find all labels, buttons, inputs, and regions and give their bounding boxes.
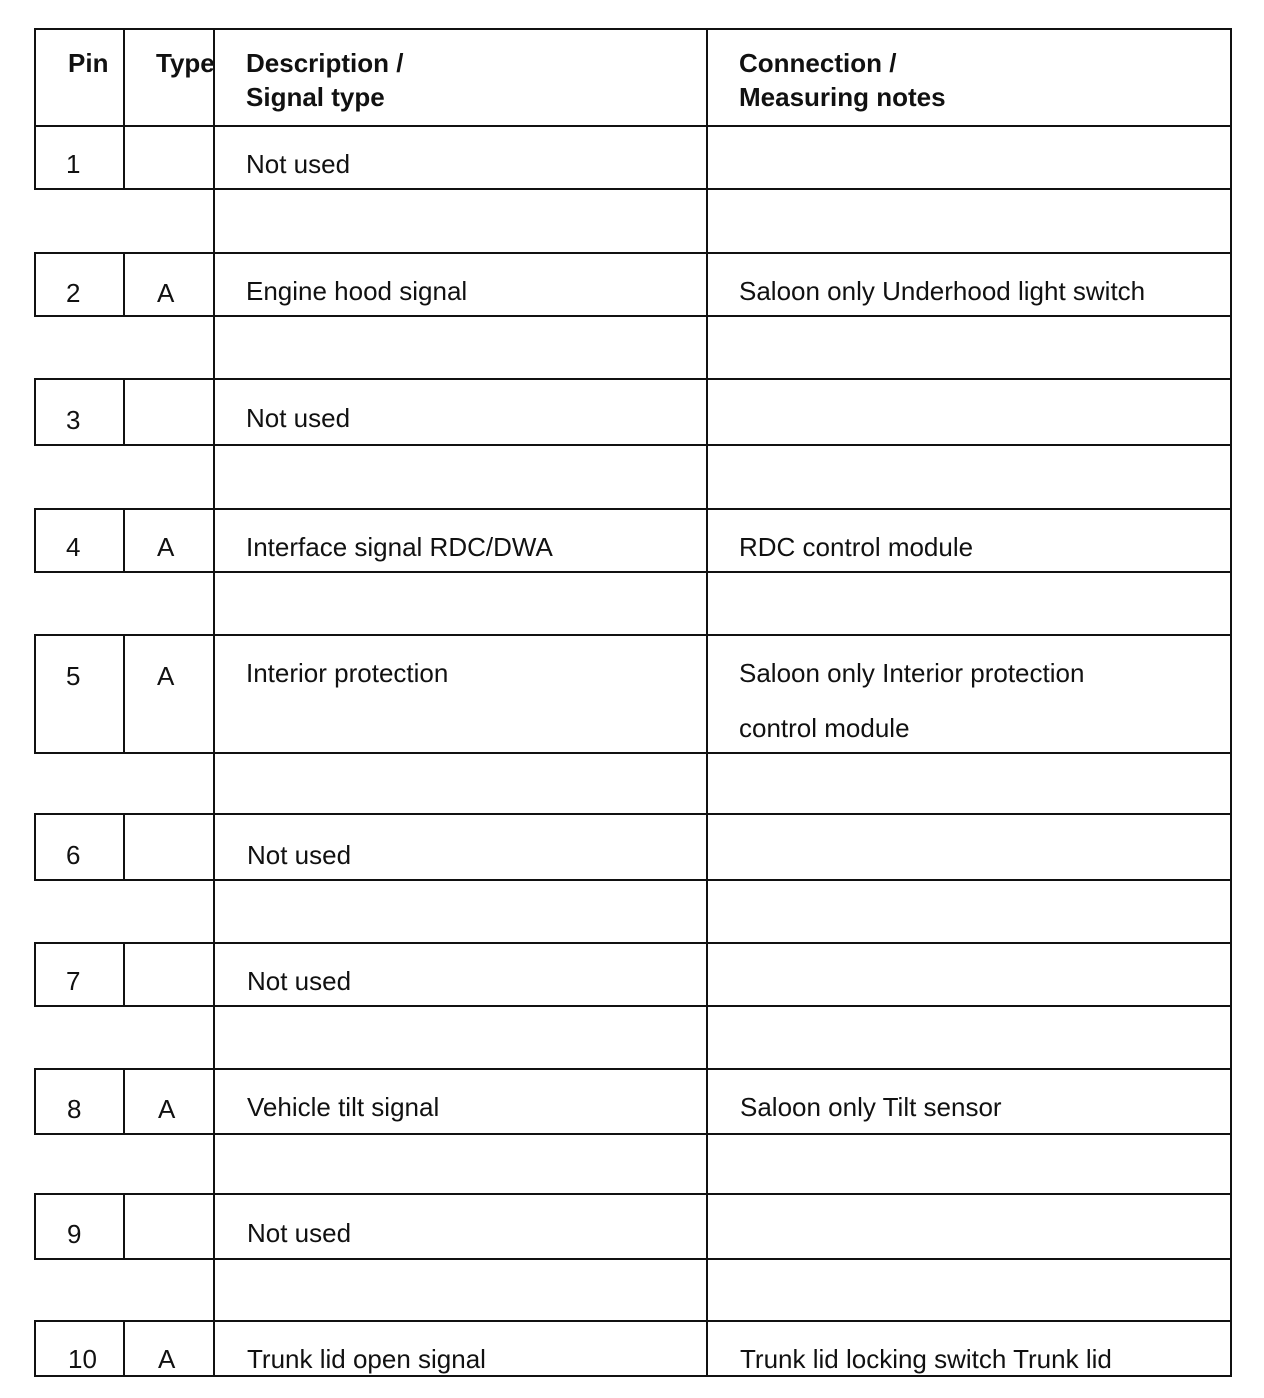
header-pin: Pin (68, 48, 109, 78)
pin-number: 5 (66, 661, 81, 691)
pin-description: Not used (247, 1218, 352, 1248)
pin-description: Interior protection (246, 658, 449, 688)
pin-connection (739, 646, 1084, 756)
pin-type-divider (123, 634, 125, 754)
pin-number: 10 (68, 1344, 97, 1374)
pin-type: A (157, 278, 175, 308)
pin-connection-line2: control module (739, 713, 910, 743)
table-right-border (1230, 28, 1232, 1377)
pin-connection: Trunk lid locking switch Trunk lid (740, 1344, 1112, 1374)
header-description-line1: Description / (246, 48, 404, 78)
table-left-border (34, 378, 36, 446)
pin-type: A (157, 532, 175, 562)
pin-description: Not used (246, 149, 351, 179)
pin-number: 3 (66, 405, 81, 435)
column-divider-connection (706, 28, 708, 1377)
header-connection (739, 46, 946, 114)
pin-number: 2 (66, 278, 81, 308)
pin-number: 7 (66, 966, 81, 996)
pin-number: 8 (67, 1094, 82, 1124)
pin-description: Not used (247, 840, 352, 870)
header-connection-line2: Measuring notes (739, 82, 946, 112)
table-left-border (34, 508, 36, 573)
pin-type-divider (123, 1068, 125, 1135)
header-description (246, 46, 403, 114)
header-type: Type (156, 48, 215, 78)
table-left-border (34, 634, 36, 754)
pin-description: Interface signal RDC/DWA (246, 532, 553, 562)
pin-description: Not used (247, 966, 352, 996)
pin-connection: RDC control module (739, 532, 974, 562)
table-left-border (34, 1193, 36, 1260)
table-left-border (34, 1068, 36, 1135)
table-left-border (34, 942, 36, 1007)
pin-type: A (158, 1094, 176, 1124)
pin-type: A (158, 1344, 176, 1374)
pin-connection-line1: Saloon only Interior protection (739, 658, 1085, 688)
header-description-line2: Signal type (246, 82, 385, 112)
pin-connection: Saloon only Tilt sensor (740, 1092, 1002, 1122)
table-left-border (34, 28, 36, 127)
pin-type-divider (123, 942, 125, 1007)
pin-type: A (157, 661, 175, 691)
table-left-border (34, 1320, 36, 1377)
column-divider-description (213, 28, 215, 1377)
header-connection-line1: Connection / (739, 48, 897, 78)
pin-type-divider (123, 1193, 125, 1260)
table-left-border (34, 252, 36, 317)
pin-type-divider (123, 378, 125, 446)
pin-description: Not used (246, 403, 351, 433)
pin-number: 9 (67, 1219, 82, 1249)
pin-number: 6 (66, 840, 81, 870)
table-left-border (34, 813, 36, 881)
pin-description: Vehicle tilt signal (247, 1092, 440, 1122)
pin-type-divider (123, 1320, 125, 1377)
pin-type-divider (123, 252, 125, 317)
pin-type-divider (123, 813, 125, 881)
pin-type-divider (123, 125, 125, 190)
pin-type-divider (123, 508, 125, 573)
pin-description: Engine hood signal (246, 276, 468, 306)
table-left-border (34, 125, 36, 190)
pin-connection: Saloon only Underhood light switch (739, 276, 1146, 306)
pin-description: Trunk lid open signal (247, 1344, 486, 1374)
pin-number: 1 (66, 149, 81, 179)
pin-type-divider (123, 28, 125, 127)
pin-number: 4 (66, 532, 81, 562)
